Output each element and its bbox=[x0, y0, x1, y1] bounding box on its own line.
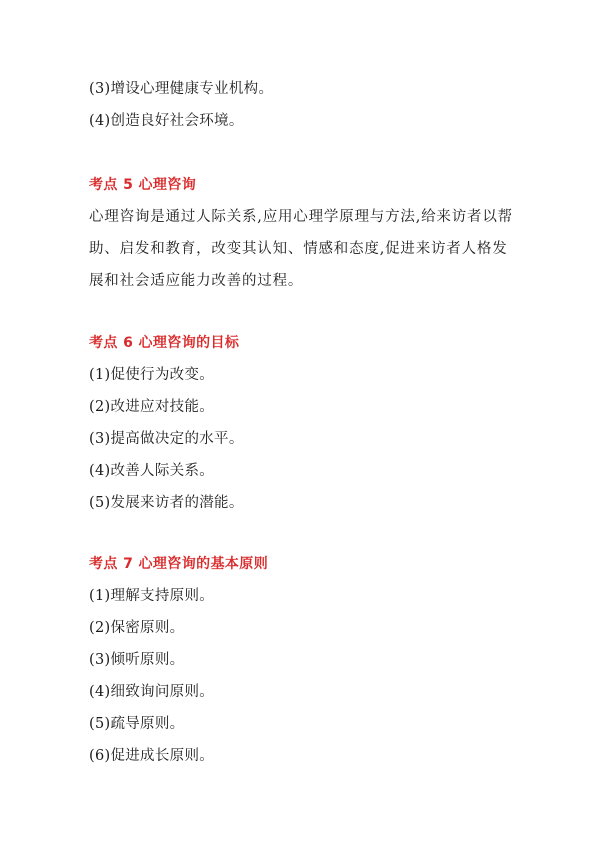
list-item: (3)提高做决定的水平。 bbox=[89, 431, 244, 447]
list-item: (4)细致询问原则。 bbox=[89, 684, 215, 700]
section-5-paragraph bbox=[89, 208, 519, 304]
list-item: (1)促使行为改变。 bbox=[89, 367, 215, 383]
list-item: (5)疏导原则。 bbox=[89, 716, 185, 732]
paragraph-line: 助、启发和教育，改变其认知、情感和态度,促进来访者人格发 bbox=[89, 241, 508, 257]
paragraph-line: 心理咨询是通过人际关系,应用心理学原理与方法,给来访者以帮 bbox=[89, 209, 513, 225]
list-item: (1)理解支持原则。 bbox=[89, 588, 215, 604]
paragraph-line: 展和社会适应能力改善的过程。 bbox=[89, 273, 304, 289]
section-heading-6: 考点 6 心理咨询的目标 bbox=[89, 335, 240, 351]
list-item: (4)改善人际关系。 bbox=[89, 463, 215, 479]
list-item: (3)增设心理健康专业机构。 bbox=[89, 81, 274, 97]
list-item: (5)发展来访者的潜能。 bbox=[89, 495, 244, 511]
section-heading-7: 考点 7 心理咨询的基本原则 bbox=[89, 556, 269, 572]
list-item: (2)保密原则。 bbox=[89, 620, 185, 636]
section-heading-5: 考点 5 心理咨询 bbox=[89, 177, 197, 193]
list-item: (2)改进应对技能。 bbox=[89, 399, 215, 415]
list-item: (3)倾听原则。 bbox=[89, 652, 185, 668]
list-item: (4)创造良好社会环境。 bbox=[89, 113, 244, 129]
list-item: (6)促进成长原则。 bbox=[89, 748, 215, 764]
